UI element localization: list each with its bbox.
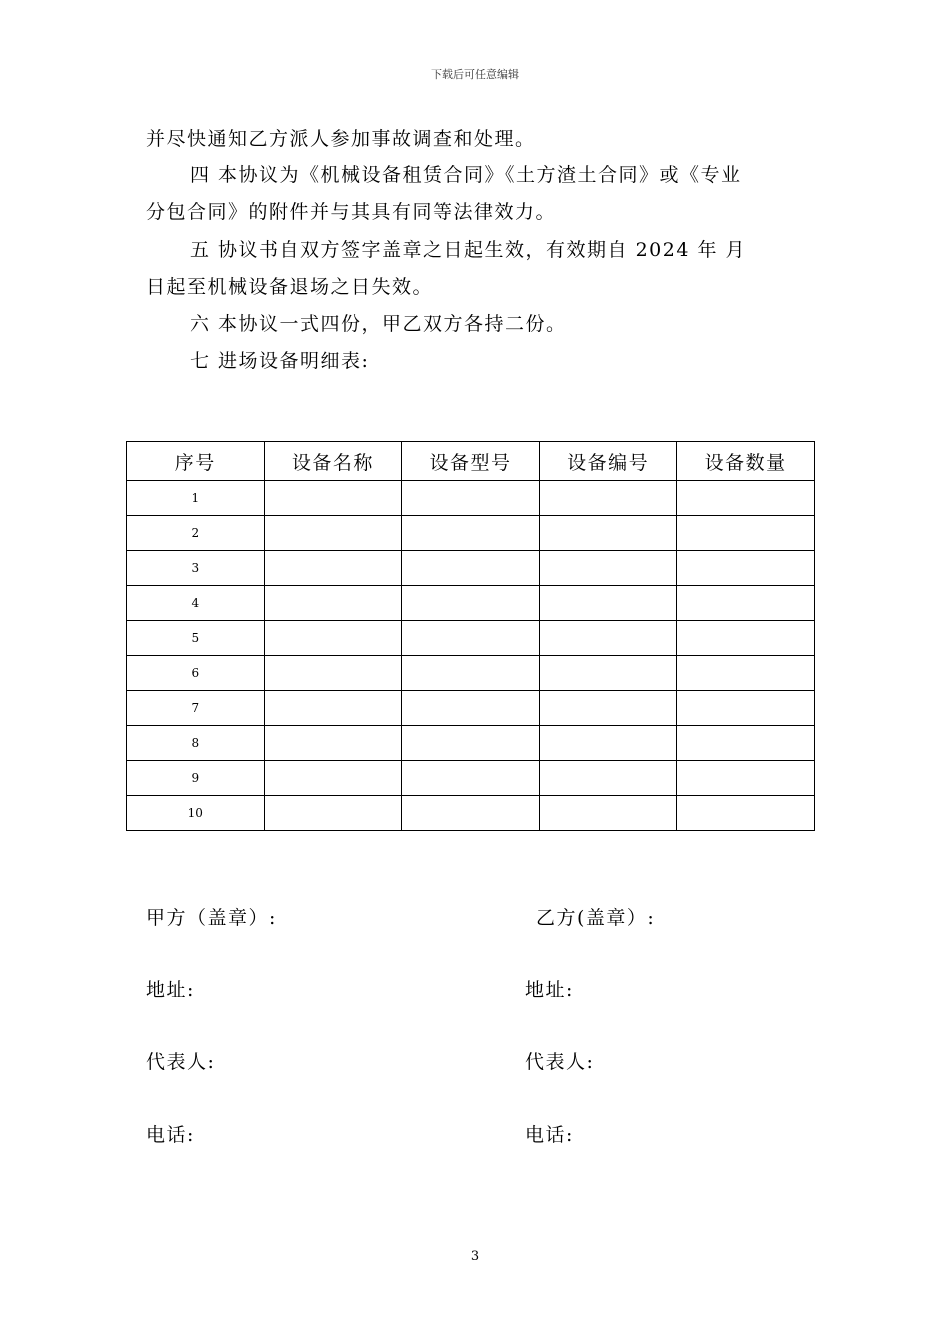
party-b-address-label: 地址:	[525, 979, 574, 1001]
cell-serial: 3	[127, 551, 265, 586]
clause-six: 六 本协议一式四份，甲乙双方各持二份。	[190, 313, 567, 335]
clause-four-continued: 分包合同》的附件并与其具有同等法律效力。	[146, 201, 557, 223]
party-a-representative-label: 代表人:	[146, 1051, 216, 1073]
cell-model[interactable]	[402, 796, 540, 831]
cell-serial: 4	[127, 586, 265, 621]
cell-quantity[interactable]	[677, 726, 815, 761]
table-row	[127, 761, 815, 796]
paragraph-line-1: 并尽快通知乙方派人参加事故调查和处理。	[146, 128, 536, 150]
cell-model[interactable]	[402, 691, 540, 726]
equipment-table	[126, 441, 815, 831]
cell-model[interactable]	[402, 551, 540, 586]
cell-serial: 9	[127, 761, 265, 796]
cell-serial: 6	[127, 656, 265, 691]
header-equipment-number: 设备编号	[539, 442, 677, 481]
cell-number[interactable]	[539, 761, 677, 796]
table-row	[127, 551, 815, 586]
cell-number[interactable]	[539, 551, 677, 586]
header-serial-no: 序号	[127, 442, 265, 481]
cell-model[interactable]	[402, 586, 540, 621]
party-a-phone-label: 电话:	[146, 1124, 195, 1146]
cell-quantity[interactable]	[677, 621, 815, 656]
cell-quantity[interactable]	[677, 551, 815, 586]
cell-number[interactable]	[539, 481, 677, 516]
cell-name[interactable]	[264, 551, 402, 586]
cell-name[interactable]	[264, 796, 402, 831]
cell-name[interactable]	[264, 621, 402, 656]
clause-seven: 七 进场设备明细表:	[190, 350, 370, 372]
cell-model[interactable]	[402, 481, 540, 516]
table-header-row	[127, 442, 815, 481]
table-row	[127, 481, 815, 516]
cell-model[interactable]	[402, 761, 540, 796]
cell-serial: 1	[127, 481, 265, 516]
cell-name[interactable]	[264, 516, 402, 551]
cell-number[interactable]	[539, 656, 677, 691]
cell-quantity[interactable]	[677, 656, 815, 691]
table-row	[127, 621, 815, 656]
cell-name[interactable]	[264, 586, 402, 621]
clause-five-continued: 日起至机械设备退场之日失效。	[146, 276, 434, 298]
cell-number[interactable]	[539, 586, 677, 621]
cell-quantity[interactable]	[677, 691, 815, 726]
table-row	[127, 691, 815, 726]
header-note: 下载后可任意编辑	[431, 68, 519, 81]
header-equipment-name: 设备名称	[264, 442, 402, 481]
clause-five: 五 协议书自双方签字盖章之日起生效，有效期自 2024 年 月	[190, 239, 747, 261]
cell-serial: 10	[127, 796, 265, 831]
party-b-representative-label: 代表人:	[525, 1051, 595, 1073]
cell-number[interactable]	[539, 796, 677, 831]
cell-number[interactable]	[539, 516, 677, 551]
table-row	[127, 726, 815, 761]
cell-model[interactable]	[402, 656, 540, 691]
cell-model[interactable]	[402, 516, 540, 551]
party-a-seal-label: 甲方（盖章）:	[146, 907, 277, 929]
party-a-address-label: 地址:	[146, 979, 195, 1001]
header-equipment-quantity: 设备数量	[677, 442, 815, 481]
cell-name[interactable]	[264, 691, 402, 726]
cell-serial: 2	[127, 516, 265, 551]
table-row	[127, 656, 815, 691]
header-equipment-model: 设备型号	[402, 442, 540, 481]
clause-four: 四 本协议为《机械设备租赁合同》《土方渣土合同》或《专业	[190, 164, 742, 186]
cell-serial: 8	[127, 726, 265, 761]
table-row	[127, 796, 815, 831]
page-number: 3	[470, 1249, 480, 1264]
cell-quantity[interactable]	[677, 586, 815, 621]
cell-quantity[interactable]	[677, 516, 815, 551]
cell-serial: 7	[127, 691, 265, 726]
cell-name[interactable]	[264, 656, 402, 691]
table-row	[127, 516, 815, 551]
cell-name[interactable]	[264, 481, 402, 516]
cell-quantity[interactable]	[677, 481, 815, 516]
cell-number[interactable]	[539, 691, 677, 726]
cell-number[interactable]	[539, 621, 677, 656]
cell-quantity[interactable]	[677, 761, 815, 796]
cell-name[interactable]	[264, 726, 402, 761]
cell-quantity[interactable]	[677, 796, 815, 831]
cell-model[interactable]	[402, 726, 540, 761]
cell-number[interactable]	[539, 726, 677, 761]
cell-model[interactable]	[402, 621, 540, 656]
cell-name[interactable]	[264, 761, 402, 796]
party-b-phone-label: 电话:	[525, 1124, 574, 1146]
party-b-seal-label: 乙方(盖章）:	[536, 907, 656, 929]
table-row	[127, 586, 815, 621]
cell-serial: 5	[127, 621, 265, 656]
